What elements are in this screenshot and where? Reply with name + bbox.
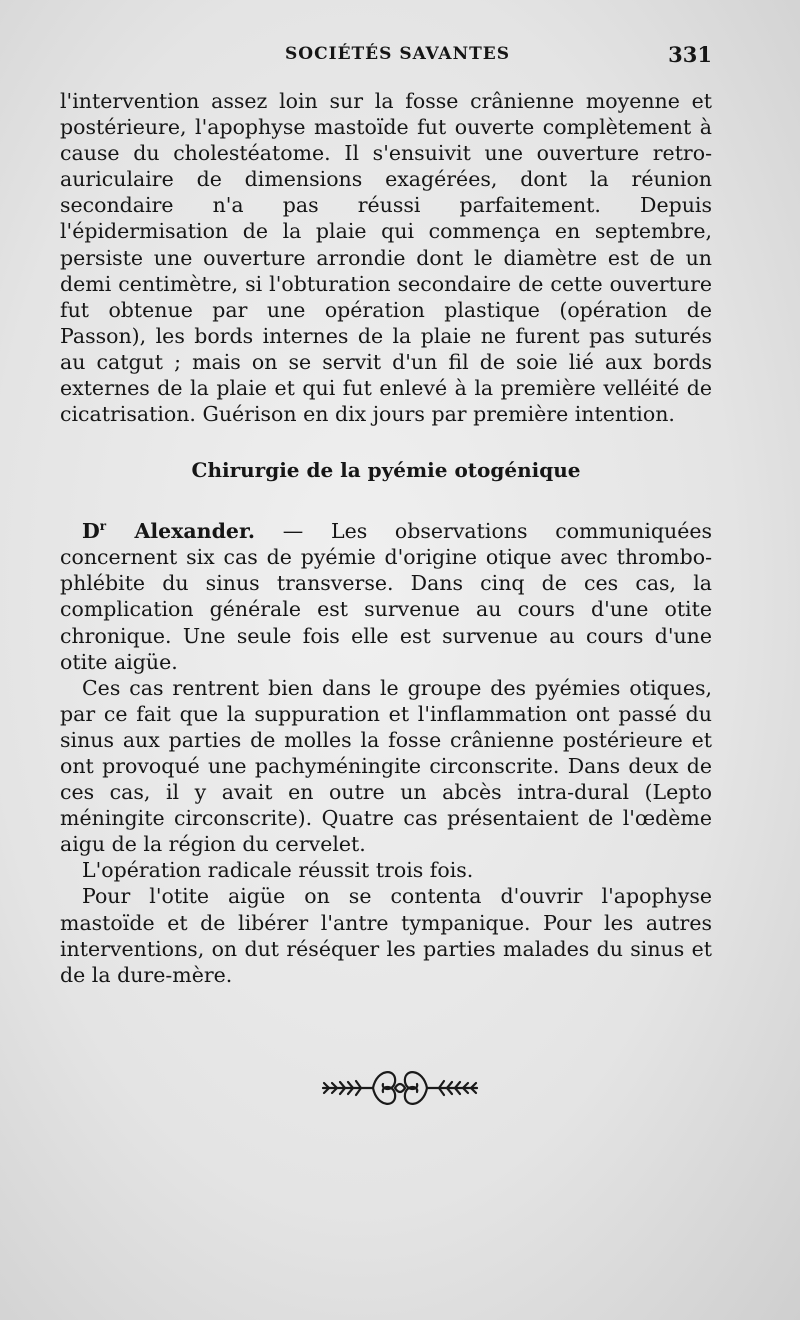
speaker-sup: r bbox=[99, 519, 107, 534]
page-header bbox=[60, 38, 712, 78]
paragraph-alexander bbox=[60, 513, 712, 674]
paragraph: Pour l'otite aigüe on se contenta d'ouvrir l'apophyse mastoïde et de libérer l'antre tympanique. Pour les autres interventions, on dut réséquer les parties malades du sinus et de la dure-mère. bbox=[60, 884, 712, 987]
speaker-prefix: D bbox=[82, 519, 100, 544]
speaker-surname: Alexander. bbox=[106, 519, 256, 544]
paragraph-text: — Les observations communiquées concernent six cas de pyémie d'origine otique avec thrombo-phlébite du sinus transverse. Dans cinq de ces cas, la complication générale est survenue au cours d'une otite chronique. Une seule fois elle est survenue au cours d'une otite aigüe. bbox=[60, 519, 713, 674]
speaker-name bbox=[82, 519, 255, 543]
fleuron-icon bbox=[315, 1058, 485, 1118]
paragraph: Ces cas rentrent bien dans le groupe des pyémies otiques, par ce fait que la suppuration et l'inflammation ont passé du sinus aux parties de molles la fosse crânienne postérieure et ont provoqué une pachyméningite circonscrite. Dans deux de ces cas, il y avait en outre un abcès intra-dural (Lepto méningite circonscrite). Quatre cas présentaient de l'œdème aigu de la région du cervelet. bbox=[60, 675, 712, 857]
body-text bbox=[60, 88, 712, 988]
fleuron-ornament bbox=[0, 1058, 800, 1118]
page-number: 331 bbox=[668, 42, 712, 67]
paragraph: L'opération radicale réussit trois fois. bbox=[82, 858, 474, 883]
running-head: SOCIÉTÉS SAVANTES bbox=[285, 44, 511, 64]
section-heading: Chirurgie de la pyémie otogénique bbox=[191, 458, 581, 483]
continuation-paragraph: l'intervention assez loin sur la fosse crânienne moyenne et postérieure, l'apophyse mastoïde fut ouverte complètement à cause du cholestéatome. Il s'ensuivit une ouverture retro-auriculaire de dimensions exagérées, dont la réunion secondaire n'a pas réussi parfaitement. Depuis l'épidermisation de la plaie qui commença en septembre, persiste une ouverture arrondie dont le diamètre est de un demi centimètre, si l'obturation secondaire de cette ouverture fut obtenue par une opération plastique (opération de Passon), les bords internes de la plaie ne furent pas suturés au catgut ; mais on se servit d'un fil de soie lié aux bords externes de la plaie et qui fut enlevé à la première velléité de cicatrisation. Guérison en dix jours par première intention. bbox=[60, 89, 712, 427]
